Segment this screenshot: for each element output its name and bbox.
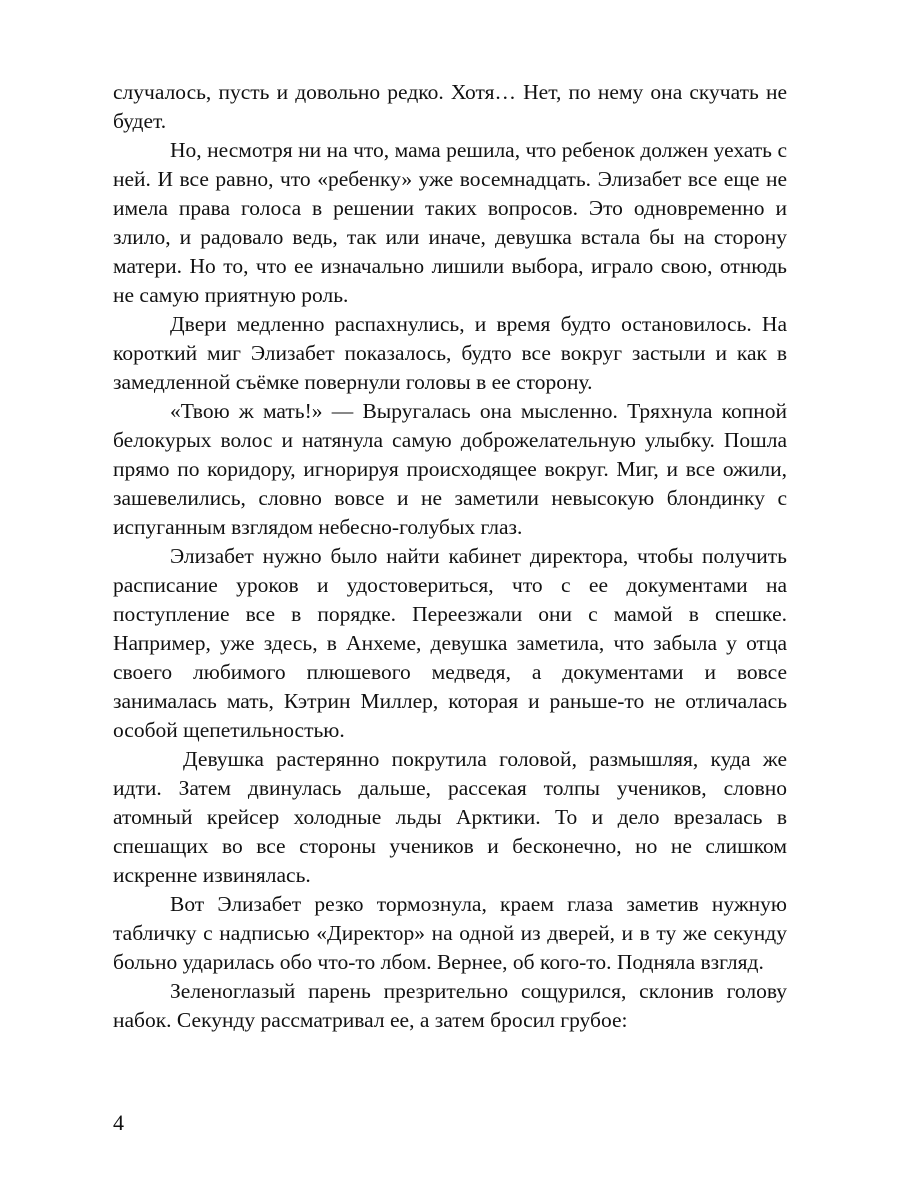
paragraph-2: Но, несмотря ни на что, мама решила, что ребенок должен уехать с ней. И все равно, что «ребенку» уже восемнадцать. Элизабет все еще не имела права голоса в решении таких вопросов. Это одновременно и злило, и радовало ведь, так или иначе, девушка встала бы на сторону матери. Но то, что ее изначально лишили выбора, играло свою, отнюдь не самую приятную роль. bbox=[113, 138, 787, 307]
paragraph-1: случалось, пусть и довольно редко. Хотя… Нет, по нему она скучать не будет. bbox=[113, 80, 787, 133]
paragraph-7: Вот Элизабет резко тормознула, краем глаза заметив нужную табличку с надписью «Директор» на одной из дверей, и в ту же секунду больно ударилась обо что-то лбом. Вернее, об кого-то. Подняла взгляд. bbox=[113, 892, 787, 974]
paragraph-5: Элизабет нужно было найти кабинет директора, чтобы получить расписание уроков и удостовериться, что с ее документами на поступление все в порядке. Переезжали они с мамой в спешке. Например, уже здесь, в Анхеме, девушка заметила, что забыла у отца своего любимого плюшевого медведя, а документами и вовсе занималась мать, Кэтрин Миллер, которая и раньше-то не отличалась особой щепетильностью. bbox=[113, 544, 787, 742]
paragraph-4: «Твою ж мать!» — Выругалась она мысленно. Тряхнула копной белокурых волос и натянула самую доброжелательную улыбку. Пошла прямо по коридору, игнорируя происходящее вокруг. Миг, и все ожили, зашевелились, словно вовсе и не заметили невысокую блондинку с испуганным взглядом небесно-голубых глаз. bbox=[113, 399, 787, 539]
paragraph-8: Зеленоглазый парень презрительно сощурился, склонив голову набок. Секунду рассматривал ее, а затем бросил грубое: bbox=[113, 979, 787, 1032]
page-number: 4 bbox=[113, 1110, 124, 1135]
paragraph-6: Девушка растерянно покрутила головой, размышляя, куда же идти. Затем двинулась дальше, рассекая толпы учеников, словно атомный крейсер холодные льды Арктики. То и дело врезалась в спешащих во все стороны учеников и бесконечно, но не слишком искренне извинялась. bbox=[113, 747, 787, 887]
page-body-text bbox=[113, 78, 787, 1035]
paragraph-3: Двери медленно распахнулись, и время будто остановилось. На короткий миг Элизабет показалось, будто все вокруг застыли и как в замедленной съёмке повернули головы в ее сторону. bbox=[113, 312, 787, 394]
